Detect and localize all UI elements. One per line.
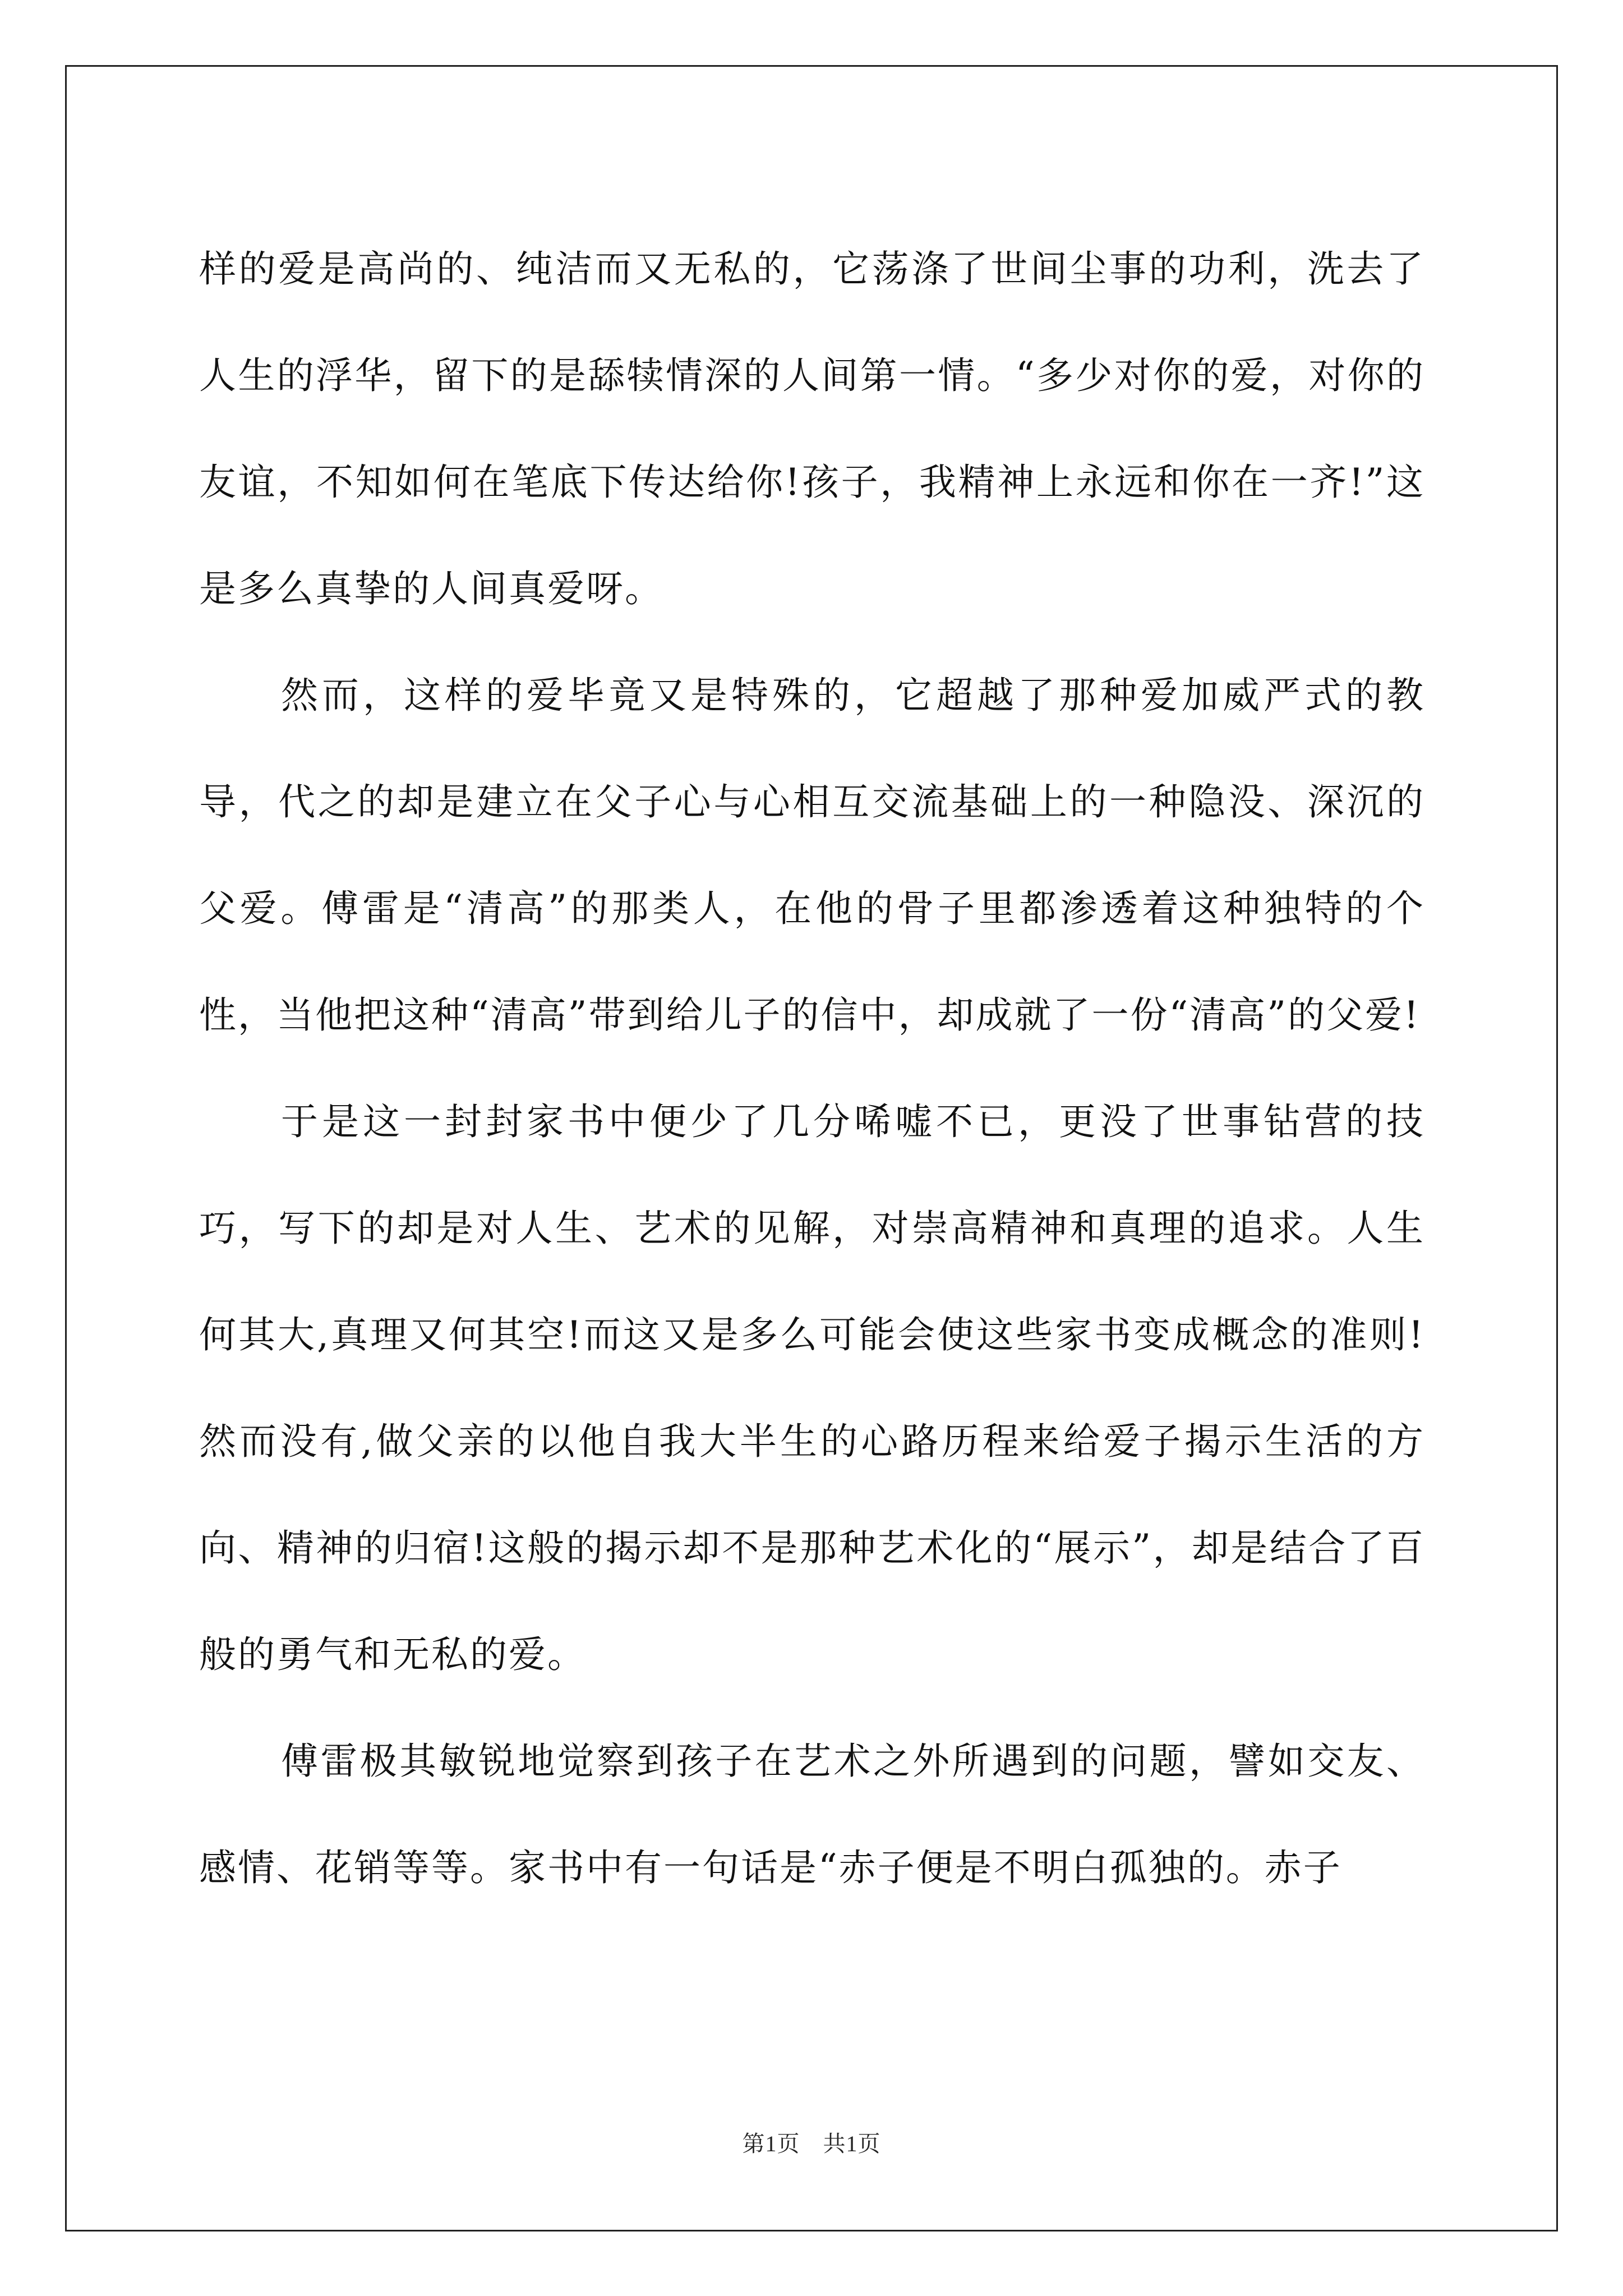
paragraph-1: 样的爱是高尚的、纯洁而又无私的，它荡涤了世间尘事的功利，洗去了人生的浮华，留下的是舔犊情深的人间第一情。“多少对你的爱，对你的友谊，不知如何在笔底下传达给你!孩子，我精神上永远和你在一齐!”这是多么真挚的人间真爱呀。 (199, 247, 1425, 610)
paragraph-3: 于是这一封封家书中便少了几分唏嘘不已，更没了世事钻营的技巧，写下的却是对人生、艺术的见解，对崇高精神和真理的追求。人生何其大,真理又何其空!而这又是多么可能会使这些家书变成概念的准则!然而没有,做父亲的以他自我大半生的心路历程来给爱子揭示生活的方向、精神的归宿!这般的揭示却不是那种艺术化的“展示”，却是结合了百般的勇气和无私的爱。 (199, 1100, 1425, 1676)
paragraph-2: 然而，这样的爱毕竟又是特殊的，它超越了那种爱加威严式的教导，代之的却是建立在父子心与心相互交流基础上的一种隐没、深沉的父爱。傅雷是“清高”的那类人，在他的骨子里都渗透着这种独特的个性，当他把这种“清高”带到给儿子的信中，却成就了一份“清高”的父爱! (199, 674, 1425, 1037)
document-body (199, 216, 1425, 1921)
paragraph-4: 傅雷极其敏锐地觉察到孩子在艺术之外所遇到的问题，譬如交友、感情、花销等等。家书中有一句话是“赤子便是不明白孤独的。赤子 (199, 1740, 1425, 1889)
page-number-footer: 第1页 共1页 (742, 2131, 881, 2156)
